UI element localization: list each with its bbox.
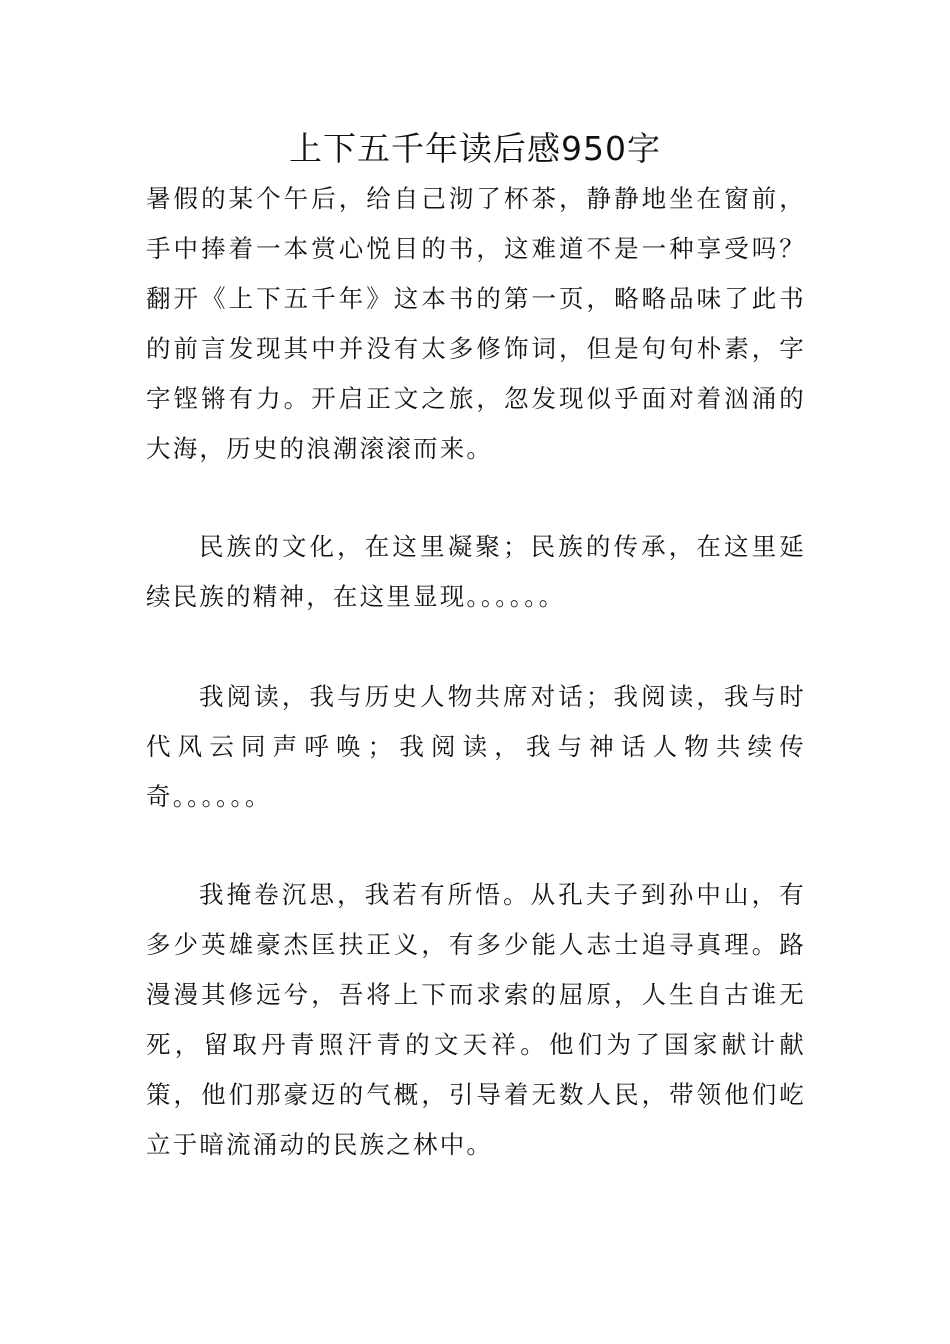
paragraph-4: 我掩卷沉思，我若有所悟。从孔夫子到孙中山，有多少英雄豪杰匡扶正义，有多少能人志士追寻真理。路漫漫其修远兮，吾将上下而求索的屈原，人生自古谁无死，留取丹青照汗青的文天祥。他们为了国家献计献策，他们那豪迈的气概，引导着无数人民，带领他们屹立于暗流涌动的民族之林中。 [146,880,806,1159]
paragraph-3: 我阅读，我与历史人物共席对话；我阅读，我与时代风云同声呼唤；我阅读，我与神话人物共续传奇。。。。。。 [146,682,806,811]
paragraph-2: 民族的文化，在这里凝聚；民族的传承，在这里延续民族的精神，在这里显现。。。。。。 [146,532,806,611]
paragraph-1: 暑假的某个午后，给自己沏了杯茶，静静地坐在窗前，手中捧着一本赏心悦目的书，这难道不是一种享受吗？翻开《上下五千年》这本书的第一页，略略品味了此书的前言发现其中并没有太多修饰词，但是句句朴素，字字铿锵有力。开启正文之旅，忽发现似乎面对着汹涌的大海，历史的浪潮滚滚而来。 [146,184,806,463]
document-title: 上下五千年读后感950字 [289,129,661,168]
